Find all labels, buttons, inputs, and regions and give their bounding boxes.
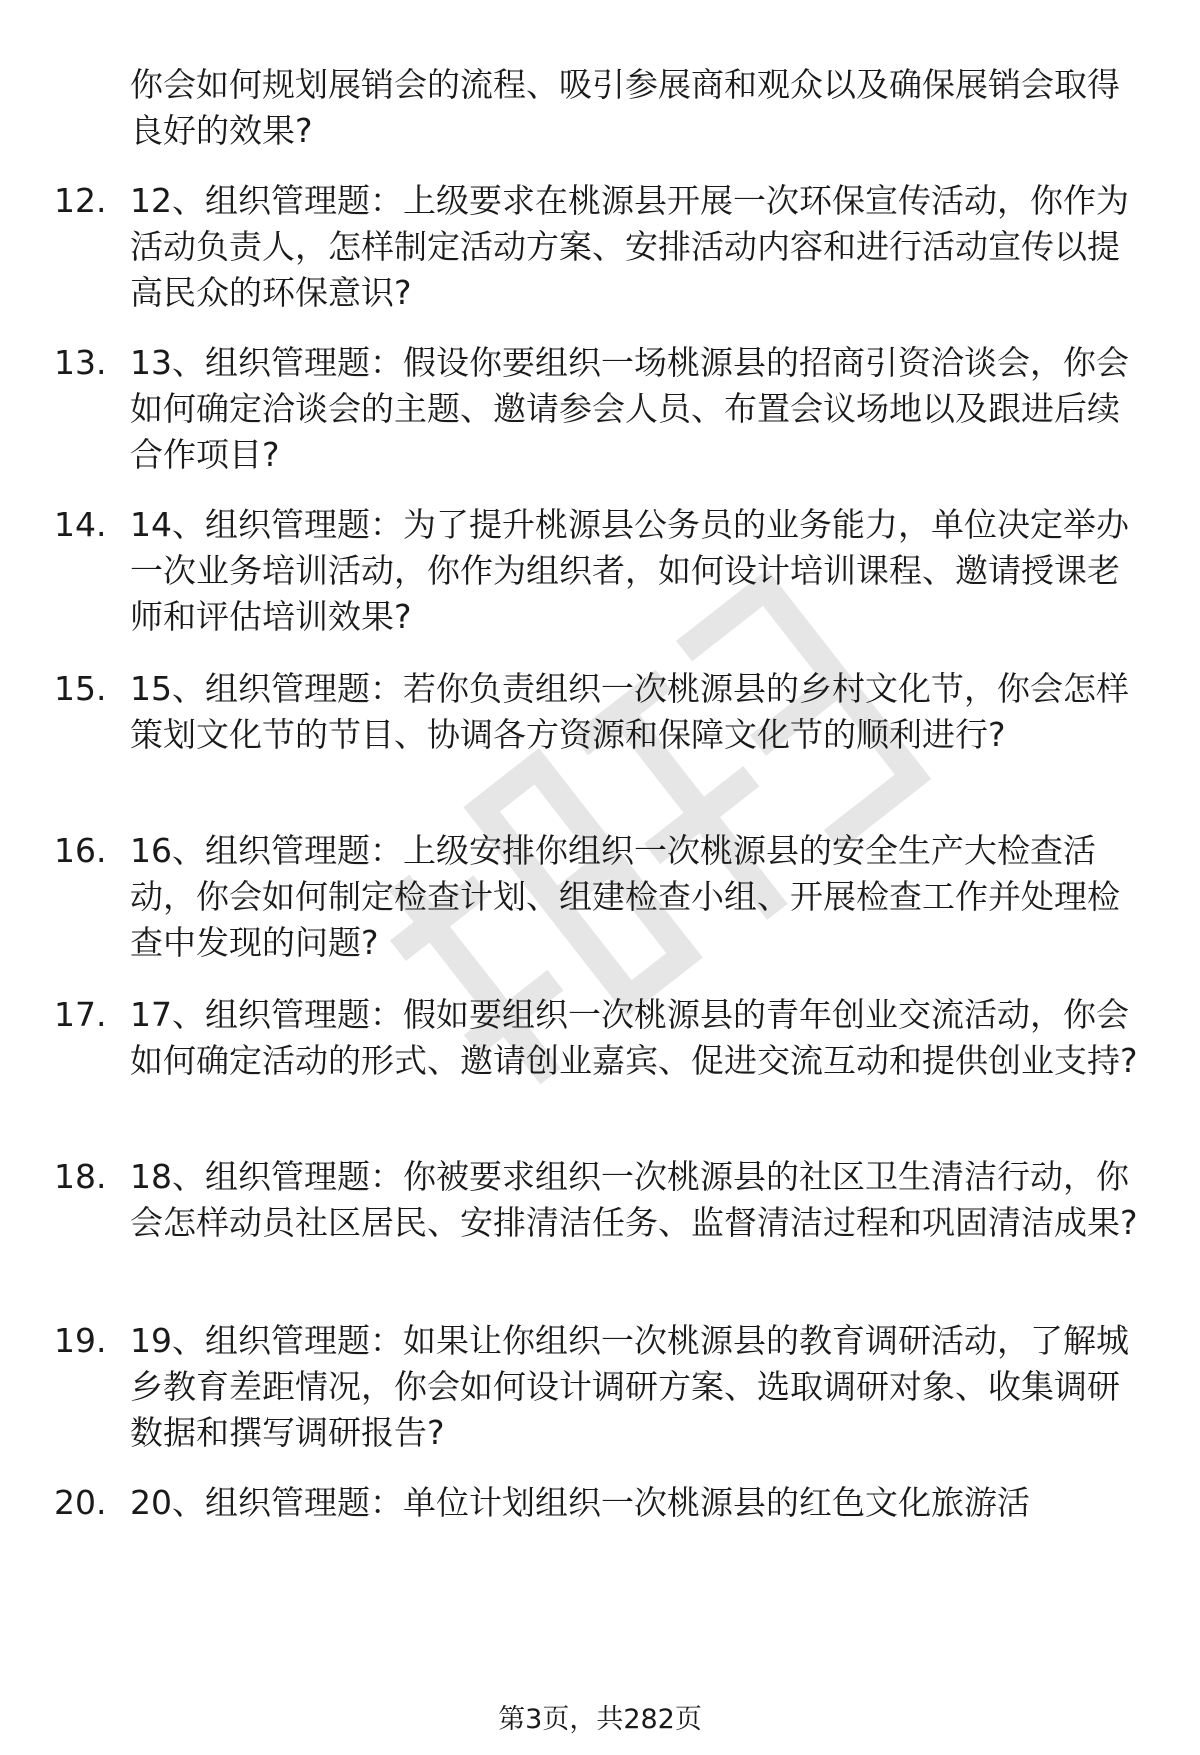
- item-text: 18、组织管理题：你被要求组织一次桃源县的社区卫生清洁行动，你会怎样动员社区居民、安排清洁任务、监督清洁过程和巩固清洁成果?: [130, 1157, 1138, 1242]
- item-text: 15、组织管理题：若你负责组织一次桃源县的乡村文化节，你会怎样策划文化节的节目、协调各方资源和保障文化节的顺利进行?: [130, 669, 1129, 754]
- item-number: 18.: [54, 1157, 107, 1196]
- continuation-text: 你会如何规划展销会的流程、吸引参展商和观众以及确保展销会取得良好的效果?: [130, 65, 1120, 150]
- item-text: 14、组织管理题：为了提升桃源县公务员的业务能力，单位决定举办一次业务培训活动，你作为组织者，如何设计培训课程、邀请授课老师和评估培训效果?: [130, 505, 1129, 636]
- item-number: 15.: [54, 669, 107, 708]
- page-footer: 第3页，共282页: [498, 1704, 702, 1735]
- item-text: 20、组织管理题：单位计划组织一次桃源县的红色文化旅游活: [130, 1483, 1030, 1522]
- item-text: 17、组织管理题：假如要组织一次桃源县的青年创业交流活动，你会如何确定活动的形式、邀请创业嘉宾、促进交流互动和提供创业支持?: [130, 995, 1138, 1080]
- item-number: 13.: [54, 343, 107, 382]
- item-number: 12.: [54, 181, 107, 220]
- item-number: 20.: [54, 1483, 107, 1522]
- item-number: 14.: [54, 505, 107, 544]
- item-text: 19、组织管理题：如果让你组织一次桃源县的教育调研活动，了解城乡教育差距情况，你会如何设计调研方案、选取调研对象、收集调研数据和撰写调研报告?: [130, 1321, 1129, 1452]
- item-text: 16、组织管理题：上级安排你组织一次桃源县的安全生产大检查活动，你会如何制定检查计划、组建检查小组、开展检查工作并处理检查中发现的问题?: [130, 831, 1120, 962]
- item-text: 13、组织管理题：假设你要组织一场桃源县的招商引资洽谈会，你会如何确定洽谈会的主题、邀请参会人员、布置会议场地以及跟进后续合作项目?: [130, 343, 1129, 474]
- item-number: 17.: [54, 995, 107, 1034]
- item-text: 12、组织管理题：上级要求在桃源县开展一次环保宣传活动，你作为活动负责人，怎样制定活动方案、安排活动内容和进行活动宣传以提高民众的环保意识?: [130, 181, 1129, 312]
- item-number: 16.: [54, 831, 107, 870]
- item-number: 19.: [54, 1321, 107, 1360]
